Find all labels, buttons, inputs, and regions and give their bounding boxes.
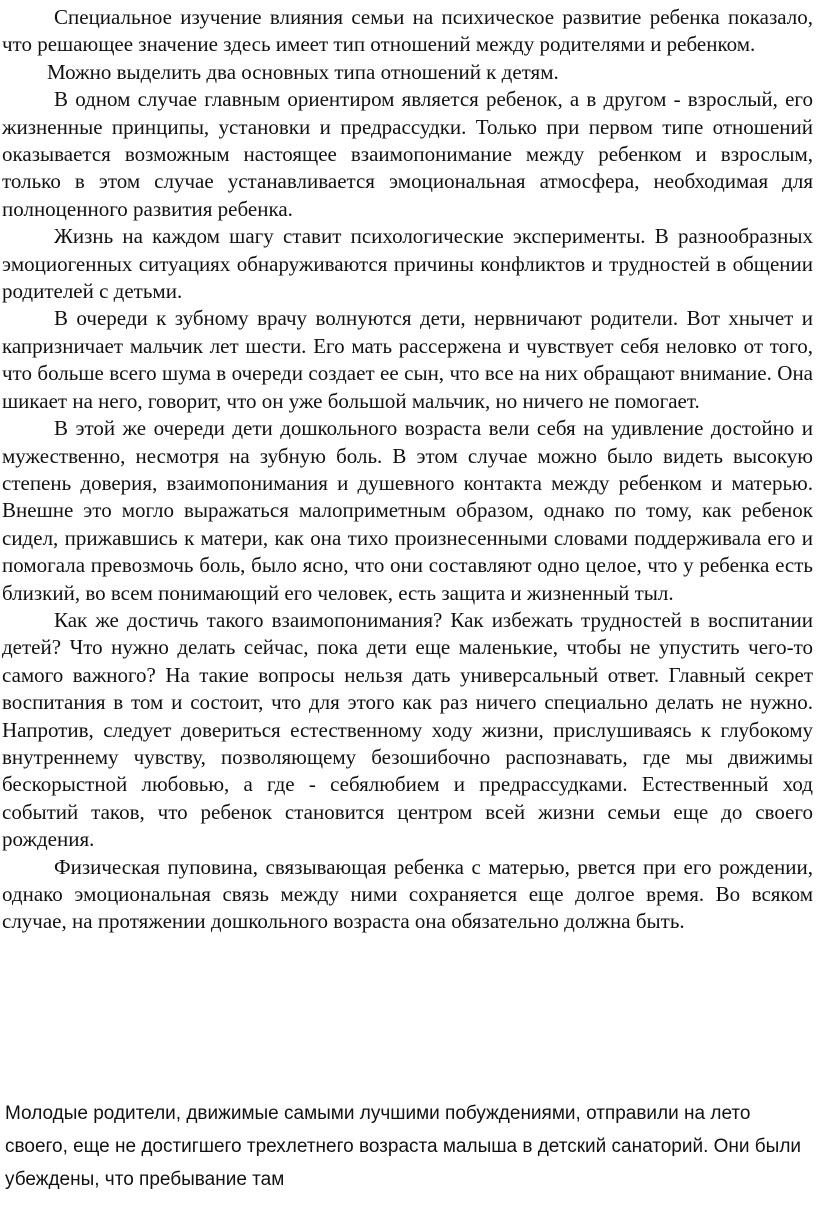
paragraph-3: В одном случае главным ориентиром является ребенок, а в другом - взрослый, его жизненные принципы, установки и предрассудки. Только при первом типе отношений оказывается возможным настоящее взаимопонимание между ребенком и взрослым, только в этом случае устанавливается эмоциональная атмосфера, необходимая для полноценного развития ребенка. xyxy=(2,87,813,221)
paragraph-9-sans: Молодые родители, движимые самыми лучшими побуждениями, отправили на лето своего, еще не достигшего трехлетнего возраста малыша в детский санаторий. Они были убеждены, что пребывание там xyxy=(5,1103,802,1190)
paragraph-8: Физическая пуповина, связывающая ребенка с матерью, рвется при его рождении, однако эмоциональная связь между ними сохраняется еще долгое время. Во всяком случае, на протяжении дошкольного возраста она обязательно должна быть. xyxy=(2,854,813,934)
paragraph-6: В этой же очереди дети дошкольного возраста вели себя на удивление достойно и мужественно, несмотря на зубную боль. В этом случае можно было видеть высокую степень доверия, взаимопонимания и душевного контакта между ребенком и матерью. Внешне это могло выражаться малоприметным образом, однако по тому, как ребенок сидел, прижавшись к матери, как она тихо произнесенными словами поддерживала его и помогала превозмочь боль, было ясно, что они составляют одно целое, что у ребенка есть близкий, во всем понимающий его человек, есть защита и жизненный тыл. xyxy=(2,416,813,605)
paragraph-2: Можно выделить два основных типа отношений к детям. xyxy=(47,59,559,84)
paragraph-5: В очереди к зубному врачу волнуются дети, нервничают родители. Вот хнычет и капризничает мальчик лет шести. Его мать рассержена и чувствует себя неловко от того, что больше всего шума в очереди создает ее сын, что все на них обращают внимание. Она шикает на него, говорит, что он уже большой мальчик, но ничего не помогает. xyxy=(2,306,813,413)
paragraph-7: Как же достичь такого взаимопонимания? Как избежать трудностей в воспитании детей? Что нужно делать сейчас, пока дети еще маленькие, чтобы не упустить чего-то самого важного? На такие вопросы нельзя дать универсальный ответ. Главный секрет воспитания в том и состоит, что для этого как раз ничего специально делать не нужно. Напротив, следует довериться естественному ходу жизни, прислушиваясь к глубокому внутреннему чувству, позволяющему безошибочно распознавать, где мы движимы бескорыстной любовью, а где - себялюбием и предрассудками. Естественный ход событий таков, что ребенок становится центром всей жизни семьи еще до своего рождения. xyxy=(2,607,813,852)
document-body xyxy=(0,4,816,936)
paragraph-4: Жизнь на каждом шагу ставит психологические эксперименты. В разнообразных эмоциогенных ситуациях обнаруживаются причины конфликтов и трудностей в общении родителей с детьми. xyxy=(2,224,813,304)
paragraph-1: Специальное изучение влияния семьи на психическое развитие ребенка показало, что решающее значение здесь имеет тип отношений между родителями и ребенком. xyxy=(2,5,813,57)
